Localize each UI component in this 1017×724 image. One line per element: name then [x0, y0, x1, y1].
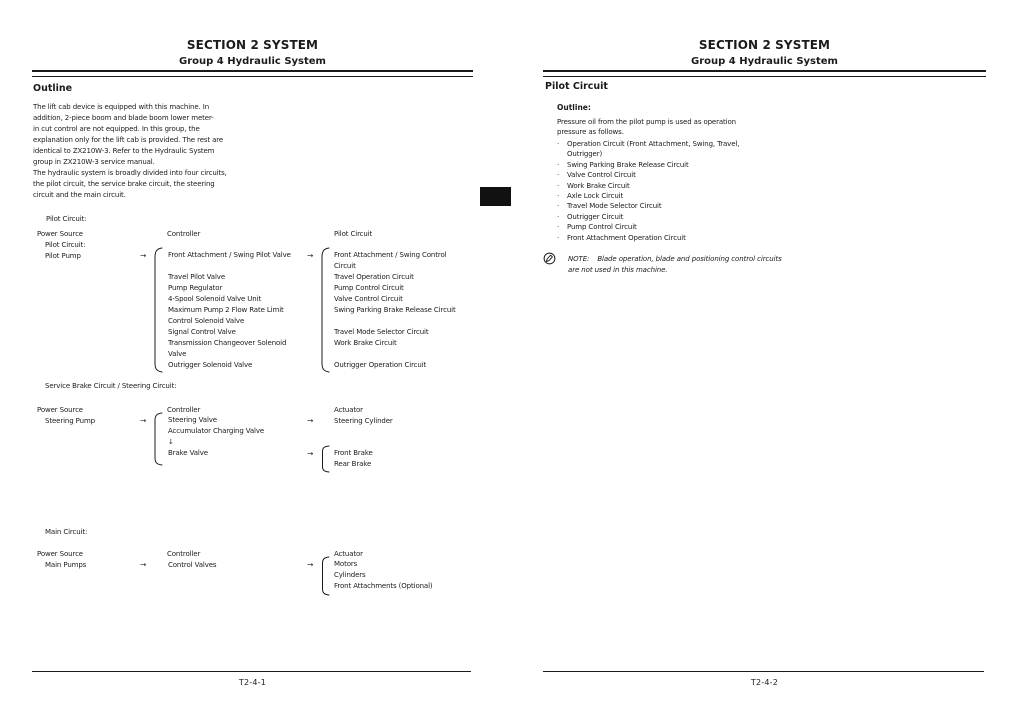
diagram-item: Transmission Changeover Solenoid	[168, 339, 287, 347]
pilot-circuit-heading: Pilot Circuit	[545, 81, 608, 92]
bullet-item: · Axle Lock Circuit	[557, 192, 624, 201]
section-title: SECTION 2 SYSTEM	[698, 38, 831, 52]
arrow-right-glyph: →	[307, 251, 314, 260]
paragraph-line: circuit and the main circuit.	[33, 191, 126, 199]
bullet-item: · Work Brake Circuit	[557, 181, 630, 190]
diagram-item: Front Attachment / Swing Pilot Valve	[168, 251, 291, 259]
power-source-item: Pilot Pump	[45, 252, 81, 260]
arrow-right-glyph: →	[307, 416, 314, 425]
diagram-item: Cylinders	[334, 571, 366, 579]
bullet-item: · Operation Circuit (Front Attachment, Swing, Travel, Outrigger)	[557, 140, 740, 159]
brace-icon	[318, 445, 331, 473]
arrow-right-glyph: →	[307, 560, 314, 569]
pilot-section-label: Pilot Circuit:	[46, 215, 87, 223]
diagram-item: Front Brake	[334, 449, 373, 457]
intro-paragraph: Pressure oil from the pilot pump is used as operation pressure as follows.	[557, 118, 736, 137]
diagram-item	[168, 261, 291, 272]
arrow-right-glyph: →	[140, 416, 147, 425]
diagram-item	[334, 316, 456, 327]
diagram-item: Circuit	[334, 262, 356, 270]
column-header-pilot-circuit: Pilot Circuit	[334, 230, 373, 238]
main-section-label: Main Circuit:	[45, 528, 88, 536]
header-double-rule	[543, 70, 986, 77]
note-pencil-icon	[543, 252, 556, 265]
diagram-item: 4-Spool Solenoid Valve Unit	[168, 295, 262, 303]
bullet-glyph: ·	[557, 223, 560, 232]
note-text: Blade operation, blade and positioning control circuits are not used in this machine.	[568, 255, 782, 274]
bullet-glyph: ·	[557, 212, 560, 221]
paragraph-line: in cut control are not equipped. In this group, the	[33, 125, 200, 133]
outline-subheading: Outline:	[557, 103, 591, 112]
diagram-item: Pump Regulator	[168, 284, 223, 292]
diagram-item: Front Attachment / Swing Control	[334, 251, 447, 259]
diagram-item: Travel Mode Selector Circuit	[334, 328, 429, 336]
bullet-item: · Front Attachment Operation Circuit	[557, 233, 686, 242]
bullet-glyph: ·	[557, 202, 560, 211]
paragraph-line: The hydraulic system is broadly divided into four circuits,	[33, 169, 227, 177]
diagram-item: Front Attachments (Optional)	[334, 582, 433, 590]
column-header-power-source: Power Source	[37, 406, 83, 414]
section-title: SECTION 2 SYSTEM	[186, 38, 319, 52]
page-number: T2-4-2	[750, 678, 779, 687]
column-header-controller: Controller	[167, 230, 201, 238]
page-number: T2-4-1	[238, 678, 267, 687]
column-header-actuator: Actuator	[334, 550, 363, 558]
group-title: Group 4 Hydraulic System	[179, 56, 326, 67]
brake-list	[334, 448, 373, 470]
bullet-item: · Travel Mode Selector Circuit	[557, 202, 662, 211]
footer-rule	[543, 671, 984, 672]
diagram-item: Rear Brake	[334, 460, 372, 468]
diagram-item: Signal Control Valve	[168, 328, 236, 336]
bullet-item: · Valve Control Circuit	[557, 171, 636, 180]
bullet-item: · Outrigger Circuit	[557, 212, 624, 221]
bullet-item: · Swing Parking Brake Release Circuit	[557, 160, 689, 169]
diagram-item: Travel Pilot Valve	[168, 273, 226, 281]
header-double-rule	[32, 70, 473, 77]
brace-icon	[151, 247, 164, 373]
service-section-label: Service Brake Circuit / Steering Circuit:	[45, 382, 177, 390]
diagram-item: Travel Operation Circuit	[334, 273, 414, 281]
service-controller-list	[168, 415, 264, 459]
bullet-glyph: ·	[557, 192, 560, 201]
diagram-item	[334, 349, 456, 360]
main-actuator-list	[334, 559, 433, 592]
diagram-item: Swing Parking Brake Release Circuit	[334, 306, 456, 314]
brace-icon	[318, 247, 331, 373]
column-header-controller: Controller	[167, 406, 201, 414]
paragraph-line: The lift cab device is equipped with this machine. In	[33, 103, 210, 111]
diagram-item: Work Brake Circuit	[334, 339, 397, 347]
paragraph-line: explanation only for the lift cab is provided. The rest are	[33, 136, 224, 144]
actuator-item: Steering Cylinder	[334, 417, 393, 425]
diagram-item: Brake Valve	[168, 449, 208, 457]
brace-icon	[151, 412, 164, 466]
diagram-item: Pump Control Circuit	[334, 284, 404, 292]
arrow-right-glyph: →	[307, 449, 314, 458]
paragraph-line: identical to ZX210W-3. Refer to the Hydraulic System	[33, 147, 215, 155]
controller-item: Control Valves	[168, 561, 217, 569]
note-label: NOTE:	[568, 255, 590, 263]
arrow-right-glyph: →	[140, 251, 147, 260]
thumb-index-tab	[480, 187, 511, 206]
diagram-item: Outrigger Operation Circuit	[334, 361, 427, 369]
note-block	[568, 254, 790, 275]
footer-rule	[32, 671, 471, 672]
bullet-glyph: ·	[557, 181, 560, 190]
left-page	[32, 0, 473, 724]
pilot-controller-list	[168, 250, 291, 371]
bullet-glyph: ·	[557, 233, 560, 242]
power-source-sublabel: Pilot Circuit:	[45, 241, 86, 249]
bullet-item: · Pump Control Circuit	[557, 223, 637, 232]
bullet-glyph: ·	[557, 160, 560, 169]
arrow-down-glyph: ↓	[168, 438, 174, 446]
column-header-controller: Controller	[167, 550, 201, 558]
column-header-power-source: Power Source	[37, 230, 83, 238]
diagram-item: Motors	[334, 560, 358, 568]
arrow-right-glyph: →	[140, 560, 147, 569]
right-page	[543, 0, 986, 724]
diagram-item: Accumulator Charging Valve	[168, 427, 265, 435]
diagram-item: Steering Valve	[168, 416, 217, 424]
diagram-item: Control Solenoid Valve	[168, 317, 245, 325]
diagram-item: Maximum Pump 2 Flow Rate Limit	[168, 306, 284, 314]
power-source-item: Steering Pump	[45, 417, 95, 425]
brace-icon	[318, 556, 331, 596]
power-source-item: Main Pumps	[45, 561, 87, 569]
paragraph-line: group in ZX210W-3 service manual.	[33, 158, 155, 166]
diagram-item: Valve	[168, 350, 187, 358]
outline-paragraph	[33, 102, 227, 201]
diagram-item: Outrigger Solenoid Valve	[168, 361, 253, 369]
paragraph-line: addition, 2-piece boom and blade boom lower meter-	[33, 114, 214, 122]
group-title: Group 4 Hydraulic System	[691, 56, 838, 67]
column-header-actuator: Actuator	[334, 406, 363, 414]
paragraph-line: the pilot circuit, the service brake circuit, the steering	[33, 180, 215, 188]
bullet-glyph: ·	[557, 171, 560, 180]
pilot-circuit-list	[334, 250, 456, 371]
diagram-item: Valve Control Circuit	[334, 295, 403, 303]
pilot-circuit-bullet-list	[557, 139, 767, 243]
bullet-glyph: ·	[557, 140, 560, 148]
column-header-power-source: Power Source	[37, 550, 83, 558]
outline-heading: Outline	[33, 83, 73, 94]
